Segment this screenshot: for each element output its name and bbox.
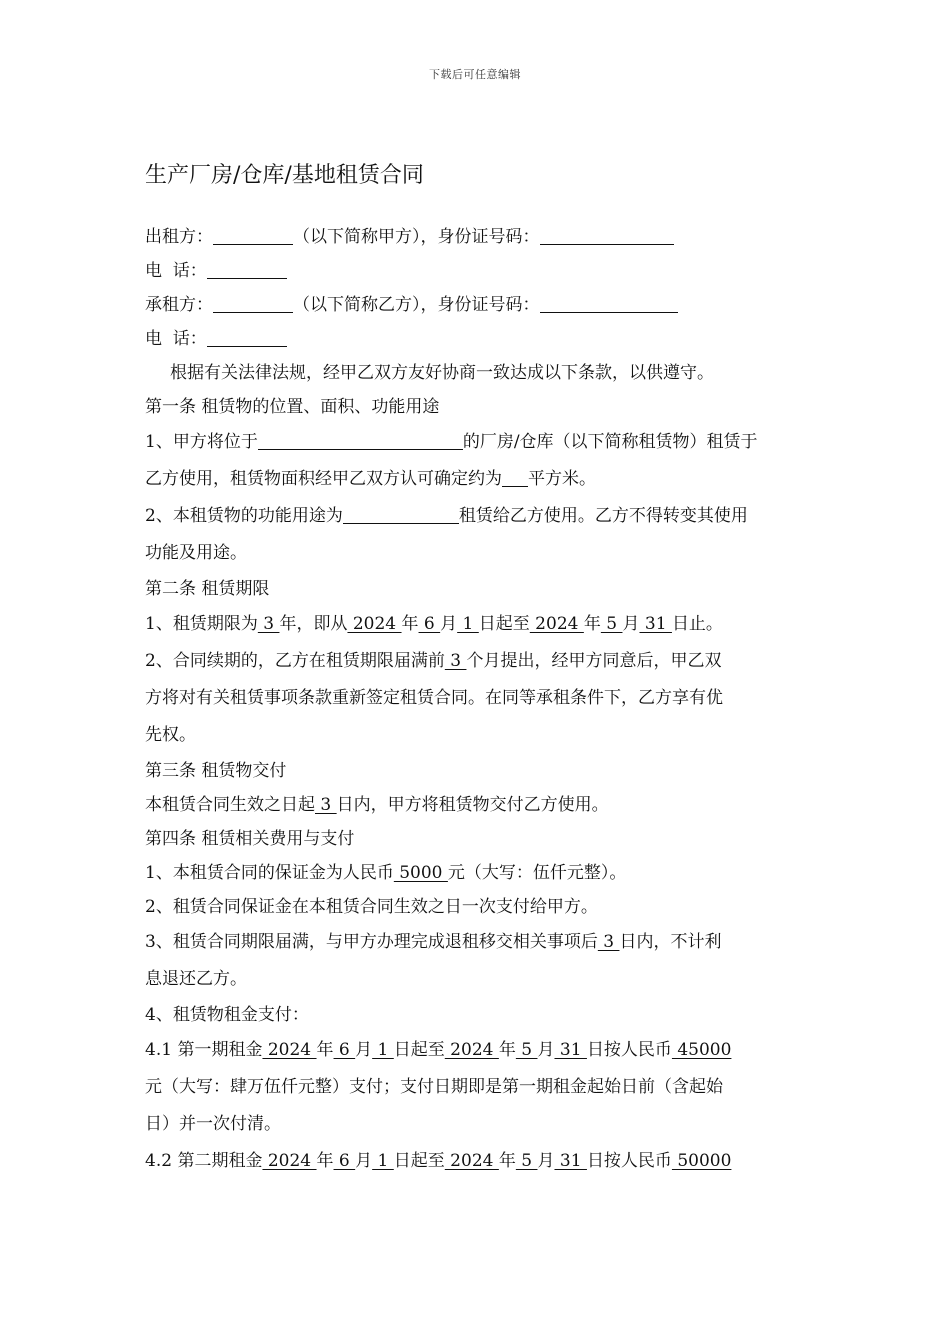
end-month-value: 5 bbox=[600, 614, 623, 634]
end-day-value: 31 bbox=[639, 614, 672, 634]
period2-start-day-value: 1 bbox=[372, 1151, 394, 1171]
renewal-months-value: 3 bbox=[444, 651, 467, 671]
lessor-label: 出租方： bbox=[145, 227, 213, 247]
article2-heading: 第二条 租赁期限 bbox=[145, 579, 270, 599]
delivery-days-value: 3 bbox=[315, 795, 337, 815]
lessee-phone-blank bbox=[207, 328, 287, 347]
article4-p4: 4、租赁物租金支付： bbox=[145, 1005, 309, 1025]
article1-p2-line2: 功能及用途。 bbox=[145, 543, 247, 563]
period1-amount-value: 45000 bbox=[671, 1040, 732, 1060]
period1-start-day-value: 1 bbox=[372, 1040, 394, 1060]
start-month-value: 6 bbox=[418, 614, 441, 634]
period2-end-year-value: 2024 bbox=[444, 1151, 499, 1171]
lessor-phone-blank bbox=[207, 260, 287, 279]
text: 日止。 bbox=[671, 614, 723, 634]
lessor-id-blank bbox=[540, 226, 674, 245]
article1-p1-line2 bbox=[145, 461, 807, 498]
text: 年，即从 bbox=[279, 614, 348, 634]
text: 月 bbox=[622, 614, 640, 634]
text: 1、本租赁合同的保证金为人民币 bbox=[145, 863, 394, 883]
text: 1、租赁期限为 bbox=[145, 614, 258, 634]
text: 日按人民币 bbox=[586, 1151, 672, 1171]
lessee-id-blank bbox=[540, 294, 678, 313]
end-year-value: 2024 bbox=[529, 614, 584, 634]
lessor-phone-line bbox=[145, 254, 807, 288]
text: 日起至 bbox=[393, 1040, 445, 1060]
text: 年 bbox=[401, 614, 419, 634]
refund-days-value: 3 bbox=[597, 932, 620, 952]
article4-p3-line1 bbox=[145, 924, 807, 961]
lessee-suffix: （以下简称乙方），身份证号码： bbox=[293, 295, 540, 315]
article4-p1 bbox=[145, 856, 807, 890]
text: 月 bbox=[355, 1151, 373, 1171]
lessor-name-blank bbox=[213, 226, 293, 245]
text: 月 bbox=[355, 1040, 373, 1060]
period1-start-month-value: 6 bbox=[333, 1040, 356, 1060]
document-body bbox=[145, 220, 807, 1180]
article4-p41-line1 bbox=[145, 1032, 807, 1069]
text: 月 bbox=[440, 614, 458, 634]
period1-end-year-value: 2024 bbox=[444, 1040, 499, 1060]
text: 年 bbox=[316, 1151, 334, 1171]
period1-start-year-value: 2024 bbox=[262, 1040, 317, 1060]
article4-p2: 2、租赁合同保证金在本租赁合同生效之日一次支付给甲方。 bbox=[145, 897, 598, 917]
text: 月 bbox=[537, 1040, 555, 1060]
article1-p1-text-a: 1、甲方将位于 bbox=[145, 432, 258, 452]
article4-heading: 第四条 租赁相关费用与支付 bbox=[145, 829, 355, 849]
article2-p1 bbox=[145, 606, 807, 643]
deposit-amount-value: 5000 bbox=[393, 863, 448, 883]
lessee-label: 承租方： bbox=[145, 295, 213, 315]
text: 个月提出，经甲方同意后，甲乙双 bbox=[466, 651, 722, 671]
period1-end-day-value: 31 bbox=[554, 1040, 587, 1060]
article4-p3-line2: 息退还乙方。 bbox=[145, 969, 247, 989]
lessee-name-blank bbox=[213, 294, 293, 313]
text: 月 bbox=[537, 1151, 555, 1171]
text: 年 bbox=[498, 1151, 516, 1171]
article2-p2-line3: 先权。 bbox=[145, 725, 196, 745]
text: 4.1 第一期租金 bbox=[145, 1040, 263, 1060]
text: 日起至 bbox=[478, 614, 530, 634]
article1-heading: 第一条 租赁物的位置、面积、功能用途 bbox=[145, 397, 440, 417]
location-blank bbox=[258, 431, 463, 450]
document-title: 生产厂房/仓库/基地租赁合同 bbox=[145, 163, 424, 188]
area-blank bbox=[502, 468, 528, 487]
period2-end-month-value: 5 bbox=[515, 1151, 538, 1171]
article1-p2-text-b: 租赁给乙方使用。乙方不得转变其使用 bbox=[458, 506, 748, 526]
lessee-phone-label: 电 话： bbox=[145, 329, 207, 349]
period2-amount-value: 50000 bbox=[671, 1151, 732, 1171]
article2-p2-line1 bbox=[145, 643, 807, 680]
lessee-line bbox=[145, 288, 807, 322]
text: 日内，甲方将租赁物交付乙方使用。 bbox=[336, 795, 609, 815]
text: 年 bbox=[583, 614, 601, 634]
text: 日按人民币 bbox=[586, 1040, 672, 1060]
article1-p1-text-d: 平方米。 bbox=[528, 469, 596, 489]
text: 年 bbox=[316, 1040, 334, 1060]
article4-p41-line2: 元（大写：肆万伍仟元整）支付；支付日期即是第一期租金起始日前（含起始 bbox=[145, 1077, 723, 1097]
lessor-suffix: （以下简称甲方），身份证号码： bbox=[293, 227, 540, 247]
lessor-phone-label: 电 话： bbox=[145, 261, 207, 281]
article1-p2-text-a: 2、本租赁物的功能用途为 bbox=[145, 506, 343, 526]
text: 元（大写：伍仟元整）。 bbox=[447, 863, 627, 883]
article1-p1-text-b: 的厂房/仓库（以下简称租赁物）租赁于 bbox=[462, 432, 758, 452]
text: 4.2 第二期租金 bbox=[145, 1151, 263, 1171]
text: 日起至 bbox=[393, 1151, 445, 1171]
start-year-value: 2024 bbox=[347, 614, 402, 634]
article1-p1-line1 bbox=[145, 424, 807, 461]
article2-p2-line2: 方将对有关租赁事项条款重新签定租赁合同。在同等承租条件下，乙方享有优 bbox=[145, 688, 723, 708]
text: 本租赁合同生效之日起 bbox=[145, 795, 315, 815]
text: 3、租赁合同期限届满，与甲方办理完成退租移交相关事项后 bbox=[145, 932, 598, 952]
article1-p2-line1 bbox=[145, 498, 807, 535]
lease-years-value: 3 bbox=[257, 614, 280, 634]
period2-end-day-value: 31 bbox=[554, 1151, 587, 1171]
lessee-phone-line bbox=[145, 322, 807, 356]
lessor-line bbox=[145, 220, 807, 254]
start-day-value: 1 bbox=[457, 614, 479, 634]
text: 日内，不计利 bbox=[619, 932, 722, 952]
period1-end-month-value: 5 bbox=[515, 1040, 538, 1060]
period2-start-year-value: 2024 bbox=[262, 1151, 317, 1171]
preamble: 根据有关法律法规，经甲乙双方友好协商一致达成以下条款，以供遵守。 bbox=[170, 363, 714, 383]
article3-heading: 第三条 租赁物交付 bbox=[145, 761, 287, 781]
period2-start-month-value: 6 bbox=[333, 1151, 356, 1171]
page-header-note: 下载后可任意编辑 bbox=[429, 68, 521, 81]
text: 年 bbox=[498, 1040, 516, 1060]
article1-p1-text-c: 乙方使用，租赁物面积经甲乙双方认可确定约为 bbox=[145, 469, 502, 489]
usage-blank bbox=[343, 505, 459, 524]
article3-p1 bbox=[145, 788, 807, 822]
text: 2、合同续期的，乙方在租赁期限届满前 bbox=[145, 651, 445, 671]
article4-p41-line3: 日）并一次付清。 bbox=[145, 1114, 281, 1134]
article4-p42-line1 bbox=[145, 1143, 807, 1180]
